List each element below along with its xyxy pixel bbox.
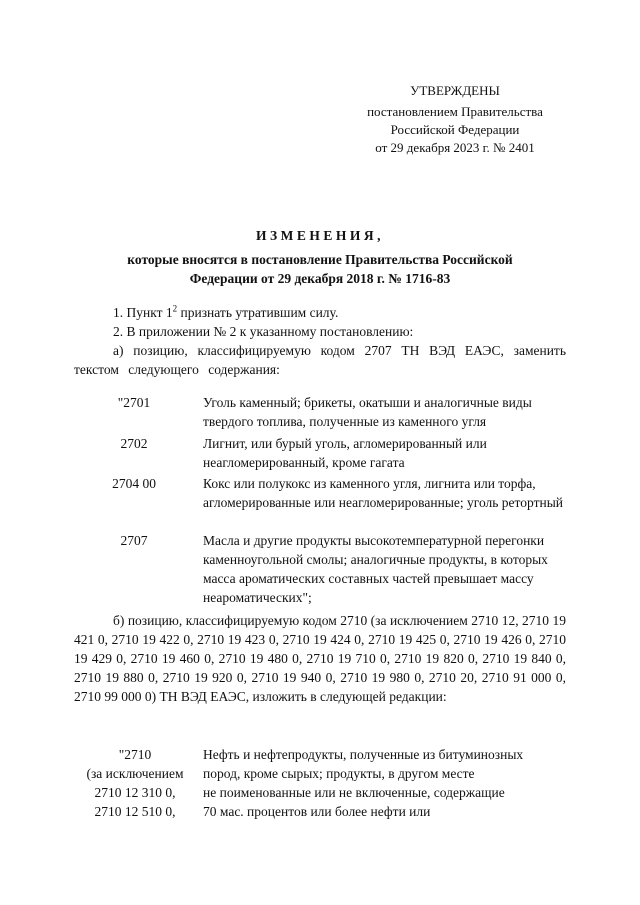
code-line: 2710 12 310 0, — [94, 785, 176, 800]
subtitle-line: Федерации от 29 декабря 2018 г. № 1716-83 — [189, 271, 451, 286]
table-code-cell: 2702 — [120, 436, 148, 451]
code-line: 2710 12 510 0, — [94, 804, 176, 819]
table-desc-cell: Масла и другие продукты высокотемпературной перегонки каменноугольной смолы; аналогичные продукты, в которых масса ароматических составных частей превышает массу неароматических"; — [203, 533, 548, 605]
code-line: (за исключением — [86, 766, 184, 781]
item-1-text-before: 1. Пункт 1 — [113, 305, 173, 320]
document-title: ИЗМЕНЕНИЯ, — [255, 228, 384, 243]
table-desc-cell: Кокс или полукокс из каменного угля, лигнита или торфа, агломерированные или неагломерированные; уголь ретортный — [203, 476, 564, 510]
approval-line: Российской Федерации — [390, 122, 520, 137]
item-1 — [113, 303, 338, 322]
table-code-cell: 2704 00 — [112, 476, 156, 491]
desc-line: пород, кроме сырых; продукты, в другом месте — [203, 766, 475, 781]
table-desc-cell: Лигнит, или бурый уголь, агломерированный или неагломерированный, кроме гагата — [203, 436, 487, 470]
item-2: 2. В приложении № 2 к указанному постановлению: — [113, 324, 414, 339]
approval-line: постановлением Правительства — [367, 104, 543, 119]
subtitle-line: которые вносятся в постановление Правительства Российской — [127, 252, 513, 267]
table-desc-cell — [203, 745, 568, 821]
item-1-superscript: 2 — [172, 303, 178, 314]
code-line: "2710 — [118, 747, 152, 762]
approval-line: от 29 декабря 2023 г. № 2401 — [375, 140, 535, 155]
desc-line: не поименованные или не включенные, содержащие — [203, 785, 505, 800]
table-code-cell: "2701 — [117, 395, 151, 410]
table-code-cell — [72, 745, 198, 821]
approval-heading: УТВЕРЖДЕНЫ — [410, 83, 500, 98]
desc-line: 70 мас. процентов или более нефти или — [203, 804, 431, 819]
item-2b: б) позицию, классифицируемую кодом 2710 (за исключением 2710 12, 2710 19 421 0, 2710 19 422 0, 2710 19 423 0, 2710 19 424 0, 2710 19 425 0, 2710 19 426 0, 2710 19 429 0, 2710 19 460 0, 2710 19 480 0, 2710 19 710 0, 2710 19 820 0, 2710 19 840 0, 2710 19 880 0, 2710 19 920 0, 2710 19 940 0, 2710 19 980 0, 2710 20, 2710 91 000 0, 2710 99 000 0) ТН ВЭД ЕАЭС, изложить в следующей редакции: — [74, 613, 566, 704]
approval-stamp — [340, 82, 570, 157]
document-subtitle — [70, 250, 570, 288]
item-2a: а) позицию, классифицируемую кодом 2707 ТН ВЭД ЕАЭС, заменить текстом следующего содержания: — [74, 343, 566, 377]
item-1-text-after: признать утратившим силу. — [177, 305, 339, 320]
desc-line: Нефть и нефтепродукты, полученные из битуминозных — [203, 747, 524, 762]
table-desc-cell: Уголь каменный; брикеты, окатыши и аналогичные виды твердого топлива, полученные из каменного угля — [203, 395, 532, 429]
table-code-cell: 2707 — [120, 533, 148, 548]
